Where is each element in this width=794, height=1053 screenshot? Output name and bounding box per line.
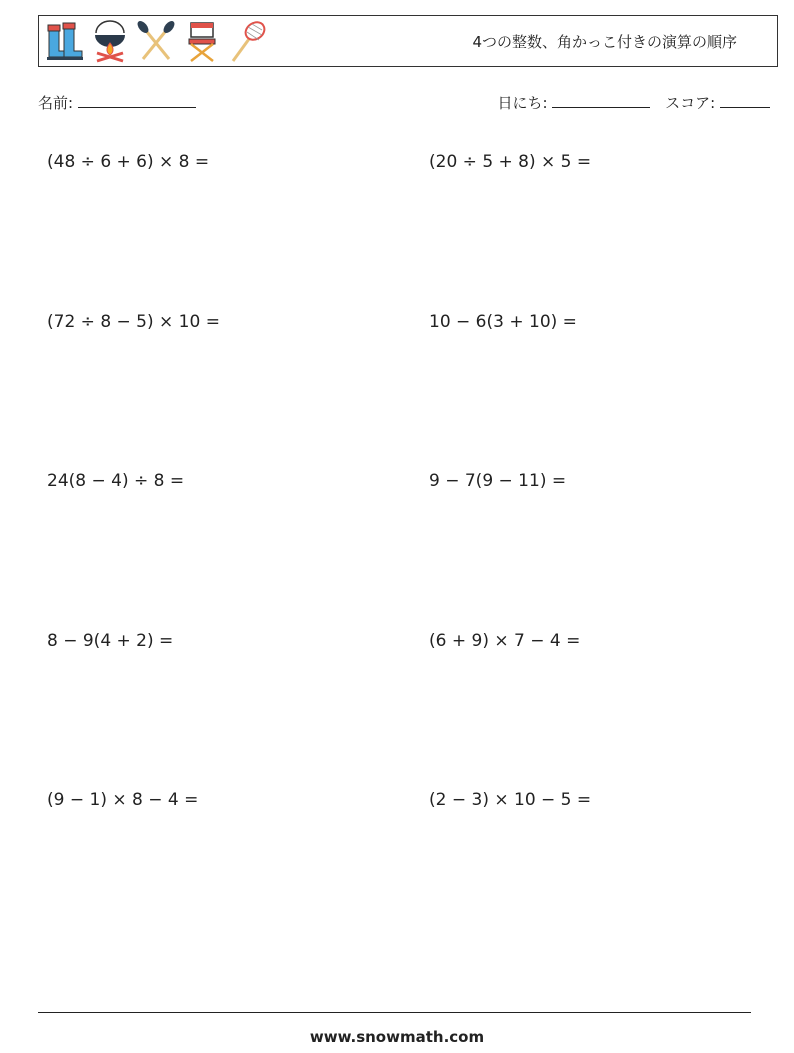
crossed-paddles-icon: [135, 19, 177, 65]
score-blank[interactable]: [720, 92, 770, 108]
name-blank[interactable]: [78, 92, 196, 108]
problem-8: (6 + 9) × 7 − 4 =: [429, 631, 581, 651]
rain-boots-icon: [43, 19, 85, 65]
camping-chair-icon: [181, 19, 223, 65]
date-label: 日にち:: [497, 94, 548, 112]
problem-10: (2 − 3) × 10 − 5 =: [429, 790, 592, 810]
problem-6: 9 − 7(9 − 11) =: [429, 471, 567, 491]
problem-1: (48 ÷ 6 + 6) × 8 =: [47, 152, 210, 172]
problem-9: (9 − 1) × 8 − 4 =: [47, 790, 199, 810]
problem-2: (20 ÷ 5 + 8) × 5 =: [429, 152, 592, 172]
problem-5: 24(8 − 4) ÷ 8 =: [47, 471, 185, 491]
problem-3: (72 ÷ 8 − 5) × 10 =: [47, 312, 220, 332]
date-blank[interactable]: [552, 92, 650, 108]
name-label: 名前:: [38, 94, 74, 112]
score-label: スコア:: [665, 94, 716, 112]
footer-url[interactable]: www.snowmath.com: [309, 1028, 485, 1046]
student-info-row: [38, 92, 770, 116]
name-section: [38, 92, 196, 113]
worksheet-header: [38, 15, 778, 67]
problem-7: 8 − 9(4 + 2) =: [47, 631, 174, 651]
footer-divider: [38, 1012, 751, 1013]
date-score-section: [498, 92, 770, 113]
problem-4: 10 − 6(3 + 10) =: [429, 312, 577, 332]
butterfly-net-icon: [227, 19, 269, 65]
campfire-cooking-pot-icon: [89, 19, 131, 65]
worksheet-title: 4つの整数、角かっこ付きの演算の順序: [472, 33, 737, 51]
